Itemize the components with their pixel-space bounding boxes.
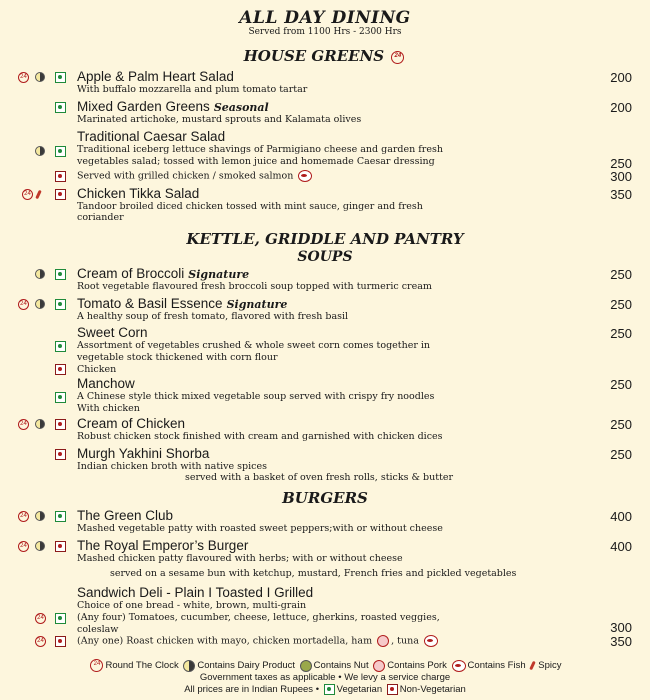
dairy-icon <box>35 541 45 551</box>
item-option: Served with grilled chicken / smoked salmon <box>77 170 314 183</box>
non-veg-icon <box>55 364 66 375</box>
item-desc: Marinated artichoke, mustard sprouts and Kalamata olives <box>77 114 362 125</box>
round-the-clock-icon: 24 <box>90 659 103 672</box>
burgers-note: served on a sesame bun with ketchup, mustard, French fries and pickled vegetables <box>110 568 517 579</box>
veg-icon <box>55 146 66 157</box>
item-desc: A healthy soup of fresh tomato, flavored with fresh basil <box>77 311 349 322</box>
item-desc: Mashed chicken patty flavoured with herbs; with or without cheese <box>77 553 403 564</box>
veg-icon <box>55 299 66 310</box>
round-the-clock-icon: 24 <box>22 189 33 200</box>
non-veg-icon <box>55 171 66 182</box>
item-price: 250 <box>610 377 632 392</box>
pork-icon <box>377 635 389 647</box>
round-the-clock-icon: 24 <box>18 72 29 83</box>
item-desc: Root vegetable flavoured fresh broccoli soup topped with turmeric cream <box>77 281 432 292</box>
item-desc: Indian chicken broth with native spices <box>77 461 267 472</box>
item-manchow: Manchow <box>77 376 135 391</box>
item-option: (Any one) Roast chicken with mayo, chicken mortadella, ham , tuna <box>77 635 440 648</box>
item-desc: vegetable stock thickened with corn flour <box>77 352 278 363</box>
round-the-clock-icon: 24 <box>18 541 29 552</box>
item-price: 250 <box>610 297 632 312</box>
dairy-icon <box>183 660 195 672</box>
round-the-clock-icon: 24 <box>391 51 404 64</box>
veg-icon <box>324 684 335 695</box>
item-desc: Traditional iceberg lettuce shavings of Parmigiano cheese and garden fresh <box>77 144 443 155</box>
item-price: 350 <box>610 187 632 202</box>
round-the-clock-icon: 24 <box>18 299 29 310</box>
item-royal-emperor-burger: The Royal Emperor’s Burger <box>77 538 249 553</box>
item-desc: With chicken <box>77 403 140 414</box>
fish-icon <box>298 170 312 182</box>
item-desc: Choice of one bread - white, brown, multi-grain <box>77 600 307 611</box>
veg-icon <box>55 102 66 113</box>
item-desc: coleslaw <box>77 624 119 635</box>
item-price: 200 <box>610 100 632 115</box>
soups-note: served with a basket of oven fresh rolls, sticks & butter <box>185 472 453 483</box>
spicy-icon <box>530 660 536 671</box>
item-murgh-yakhini-shorba: Murgh Yakhini Shorba <box>77 446 210 461</box>
round-the-clock-icon: 24 <box>35 636 46 647</box>
legend-row: 24 Round The Clock Contains Dairy Product Contains Nut Contains Pork Contains Fish Spicy <box>0 659 650 672</box>
section-house-greens: HOUSE GREENS 24 <box>0 47 650 65</box>
round-the-clock-icon: 24 <box>18 511 29 522</box>
non-veg-icon <box>55 419 66 430</box>
service-hours: Served from 1100 Hrs - 2300 Hrs <box>248 27 402 37</box>
item-price: 250 <box>610 326 632 341</box>
round-the-clock-icon: 24 <box>18 419 29 430</box>
section-kettle: KETTLE, GRIDDLE AND PANTRY <box>186 230 464 248</box>
item-apple-palm-salad: Apple & Palm Heart Salad <box>77 69 234 84</box>
non-veg-icon <box>387 684 398 695</box>
non-veg-icon <box>55 541 66 552</box>
round-the-clock-icon: 24 <box>35 613 46 624</box>
item-price: 350 <box>610 634 632 649</box>
item-sweet-corn: Sweet Corn <box>77 325 148 340</box>
item-desc: Tandoor broiled diced chicken tossed with mint sauce, ginger and fresh <box>77 201 423 212</box>
item-desc: vegetables salad; tossed with lemon juice and homemade Caesar dressing <box>77 156 435 167</box>
item-price: 200 <box>610 70 632 85</box>
spicy-icon <box>36 189 42 200</box>
veg-icon <box>55 341 66 352</box>
item-chicken-tikka-salad: Chicken Tikka Salad <box>77 186 200 201</box>
item-green-club: The Green Club <box>77 508 174 523</box>
item-desc: (Any four) Tomatoes, cucumber, cheese, lettuce, gherkins, roasted veggies, <box>77 612 440 623</box>
item-desc: Assortment of vegetables crushed & whole sweet corn comes together in <box>77 340 431 351</box>
nut-icon <box>300 660 312 672</box>
item-option: Chicken <box>77 364 117 375</box>
non-veg-icon <box>55 636 66 647</box>
veg-icon <box>55 511 66 522</box>
veg-icon <box>55 72 66 83</box>
item-cream-of-chicken: Cream of Chicken <box>77 416 186 431</box>
fish-icon <box>424 635 438 647</box>
non-veg-icon <box>55 189 66 200</box>
item-price: 300 <box>610 169 632 184</box>
dairy-icon <box>35 511 45 521</box>
item-cream-of-broccoli: Cream of Broccoli Signature <box>77 266 250 281</box>
dairy-icon <box>35 419 45 429</box>
section-burgers: BURGERS <box>282 489 368 507</box>
dairy-icon <box>35 146 45 156</box>
item-tomato-basil: Tomato & Basil Essence Signature <box>77 296 288 311</box>
veg-icon <box>55 613 66 624</box>
currency-note: All prices are in Indian Rupees • Vegetarian Non-Vegetarian <box>184 684 466 696</box>
item-price: 400 <box>610 509 632 524</box>
item-price: 250 <box>610 156 632 171</box>
dairy-icon <box>35 72 45 82</box>
fish-icon <box>452 660 466 672</box>
item-desc: Robust chicken stock finished with cream and garnished with chicken dices <box>77 431 443 442</box>
veg-icon <box>55 269 66 280</box>
section-soups: SOUPS <box>297 249 353 265</box>
item-price: 300 <box>610 620 632 635</box>
item-price: 250 <box>610 267 632 282</box>
item-desc: A Chinese style thick mixed vegetable soup served with crispy fry noodles <box>77 391 435 402</box>
item-price: 400 <box>610 539 632 554</box>
veg-icon <box>55 392 66 403</box>
item-desc: coriander <box>77 212 124 223</box>
dairy-icon <box>35 269 45 279</box>
item-price: 250 <box>610 417 632 432</box>
dairy-icon <box>35 299 45 309</box>
item-caesar-salad: Traditional Caesar Salad <box>77 129 226 144</box>
item-desc: With buffalo mozzarella and plum tomato tartar <box>77 84 308 95</box>
tax-note: Government taxes as applicable • We levy a service charge <box>199 672 451 683</box>
pork-icon <box>373 660 385 672</box>
item-price: 250 <box>610 447 632 462</box>
item-sandwich-deli: Sandwich Deli - Plain I Toasted I Grilled <box>77 585 314 600</box>
item-desc: Mashed vegetable patty with roasted sweet peppers;with or without cheese <box>77 523 443 534</box>
non-veg-icon <box>55 449 66 460</box>
menu-title: ALL DAY DINING <box>239 8 411 28</box>
item-mixed-garden-greens: Mixed Garden Greens Seasonal <box>77 99 269 114</box>
